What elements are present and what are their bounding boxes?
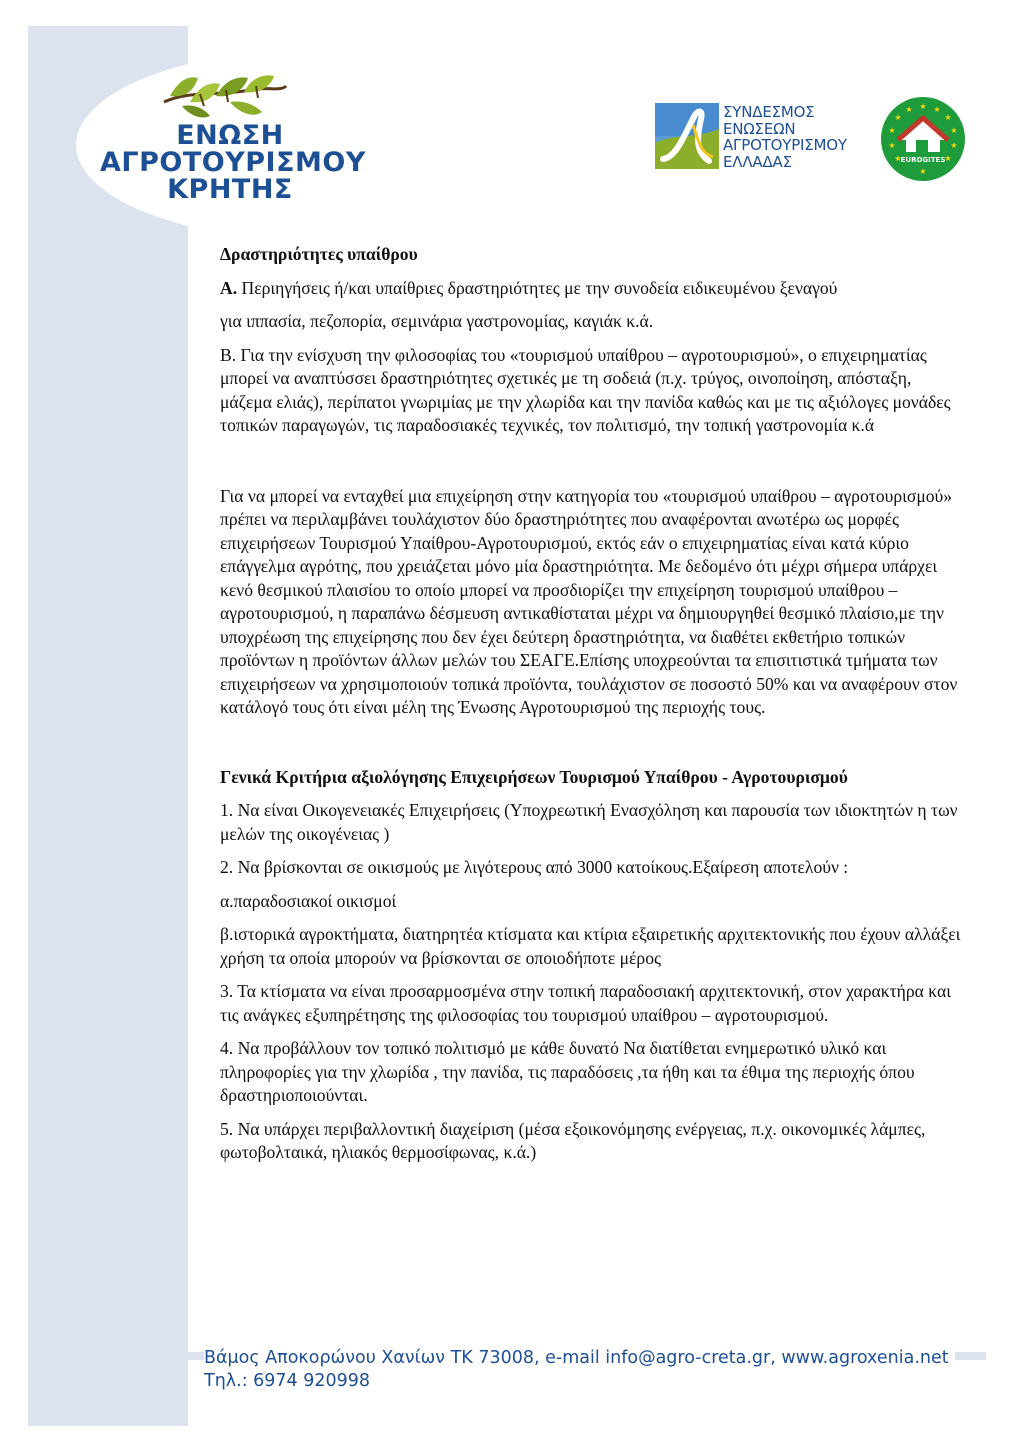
- section-title: Γενικά Κριτήρια αξιολόγησης Επιχειρήσεων Τουρισμού Υπαίθρου - Αγροτουρισμού: [220, 766, 848, 787]
- svg-text:★: ★: [894, 154, 902, 163]
- svg-text:★: ★: [894, 113, 902, 122]
- criterion-2a: α.παραδοσιακοί οικισμοί: [220, 890, 397, 911]
- paragraph: Για να μπορεί να ενταχθεί μια επιχείρηση στην κατηγορία του «τουρισμού υπαίθρου – αγροτουρισμού» πρέπει να περιλαμβάνει τουλάχιστον δύο δραστηριότητες που αναφέρονται ανωτέρω ως μορφές επιχειρήσεων Τουρισμού Υπαίθρου-Αγροτουρισμού, εκτός εάν ο επιχειρηματίας είναι κατά κύριο επάγγελμα αγρότης, που χρειάζεται μόνο μία δραστηριότητα. Με δεδομένο ότι μέχρι σήμερα υπάρχει κενό θεσμικού πλαισίου το οποίο μπορεί να προσδιορίζει την επιχείρηση τουρισμού υπαίθρου – αγροτουρισμού, η παραπάνω δέσμευση αντικαθίσταται μέχρι να δημιουργηθεί θεσμικό πλαίσιο,με την υποχρέωση της επιχείρησης που δεν έχει δεύτερη δραστηριότητα, να διαθέτει εκθετήριο τοπικών προϊόντων η προϊόντων άλλων μελών του ΣΕΑΓΕ.Επίσης υποχρεούνται τα επισιτιστικά τμήματα των επιχειρήσεων να χρησιμοποιούν τοπικά προϊόντα, τουλάχιστον σε ποσοστό 50% και να αναφέρουν στον κατάλογό τους ότι είναι μέλη της Ένωσης Αγροτουρισμού της περιοχής τους.: [220, 485, 958, 717]
- logo-line: ΣΥΝΔΕΣΜΟΣ: [723, 103, 815, 121]
- logo-line: ΑΓΡΟΤΟΥΡΙΣΜΟΥ: [100, 147, 366, 178]
- criterion-3: 3. Τα κτίσματα να είναι προσαρμοσμένα στην τοπική παραδοσιακή αρχιτεκτονική, στον χαρακτήρα και τις ανάγκες εξυπηρέτησης της φιλοσοφίας του τουρισμού υπαίθρου – αγροτουρισμού.: [220, 981, 951, 1025]
- svg-text:★: ★: [944, 154, 952, 163]
- crete-olive-branch-icon: [160, 72, 290, 124]
- svg-text:★: ★: [933, 105, 941, 114]
- criterion-1: 1. Να είναι Οικογενειακές Επιχειρήσεις (Υποχρεωτική Ενασχόληση και παρουσία των ιδιοκτητών η των μελών της οικογένειας ): [220, 800, 958, 844]
- logo-line: ΕΝΩΣΗ: [176, 120, 284, 151]
- logo-line: ΑΓΡΟΤΟΥΡΙΣΜΟΥ: [723, 136, 847, 154]
- sea-text: [723, 104, 847, 170]
- svg-text:★: ★: [919, 167, 927, 176]
- sea-logo: [655, 103, 865, 173]
- criterion-5: 5. Να υπάρχει περιβαλλοντική διαχείριση (μέσα εξοικονόμησης ενέργειας, π.χ. οικονομικές λάμπες, φωτοβολταικά, ηλιακός θερμοσίφωνας, κ.ά.): [220, 1118, 926, 1162]
- svg-text:★: ★: [950, 126, 958, 135]
- document-body: [220, 243, 965, 1165]
- eurogites-label: EUROGITES: [900, 156, 946, 164]
- svg-text:★: ★: [950, 141, 958, 150]
- side-band: [28, 26, 188, 1426]
- eurogites-icon: [880, 96, 966, 182]
- footer-phone: Τηλ.: 6974 920998: [204, 1371, 371, 1391]
- footer: [204, 1347, 955, 1393]
- item-a-continued: για ιππασία, πεζοπορία, σεμινάρια γαστρονομίας, καγιάκ κ.ά.: [220, 311, 654, 331]
- item-b: Β. Για την ενίσχυση την φιλοσοφίας του «τουρισμού υπαίθρου – αγροτουρισμού», ο επιχειρηματίας μπορεί να αναπτύσσει δραστηριότητες σχετικές με τη σοδειά (π.χ. τρύγος, οινοποίηση, απόσταξη, μάζεμα ελιάς), περίπατοι γνωριμίας με την χλωρίδα και την πανίδα καθώς και με τις αξιόλογες μονάδες τοπικών παραγωγών, τις παραδοσιακές τεχνικές, τον πολιτισμό, την τοπική γαστρονομία κ.ά: [220, 344, 951, 435]
- sea-alpha-icon: [655, 103, 719, 169]
- logo-line: ΚΡΗΤΗΣ: [167, 174, 293, 205]
- footer-address: Βάμος Αποκορώνου Χανίων ΤΚ 73008, e-mail info@agro-creta.gr, www.agroxenia.net: [204, 1348, 949, 1368]
- item-a: [220, 277, 965, 301]
- svg-text:★: ★: [888, 141, 896, 150]
- logo-line: ΕΝΩΣΕΩΝ: [723, 119, 796, 138]
- item-a-text: Περιηγήσεις ή/και υπαίθριες δραστηριότητες με την συνοδεία ειδικευμένου ξεναγού: [237, 277, 838, 298]
- union-crete-logo: [100, 72, 366, 212]
- svg-text:★: ★: [888, 126, 896, 135]
- logo-line: ΕΛΛΑΔΑΣ: [723, 152, 792, 171]
- criterion-2: 2. Να βρίσκονται σε οικισμούς με λιγότερους από 3000 κατοίκους.Εξαίρεση αποτελούν :: [220, 857, 849, 877]
- union-crete-text: [100, 120, 366, 205]
- criterion-2b: β.ιστορικά αγροκτήματα, διατηρητέα κτίσματα και κτίρια εξαιρετικής αρχιτεκτονικής που έχουν αλλάξει χρήση τα οποία μπορούν να βρίσκονται σε οποιοδήποτε μέρος: [220, 924, 961, 968]
- section-title: Δραστηριότητες υπαίθρου: [220, 244, 418, 264]
- item-a-prefix: Α.: [220, 277, 238, 298]
- svg-text:★: ★: [944, 113, 952, 122]
- criterion-4: 4. Να προβάλλουν τον τοπικό πολιτισμό με κάθε δυνατό Να διατίθεται ενημερωτικό υλικό και πληροφορίες για την χλωρίδα , την πανίδα, τις παραδόσεις ,τα ήθη και τα έθιμα της περιοχής όπου δραστηριοποιούνται.: [220, 1038, 915, 1105]
- svg-text:★: ★: [905, 105, 913, 114]
- svg-text:★: ★: [919, 102, 927, 111]
